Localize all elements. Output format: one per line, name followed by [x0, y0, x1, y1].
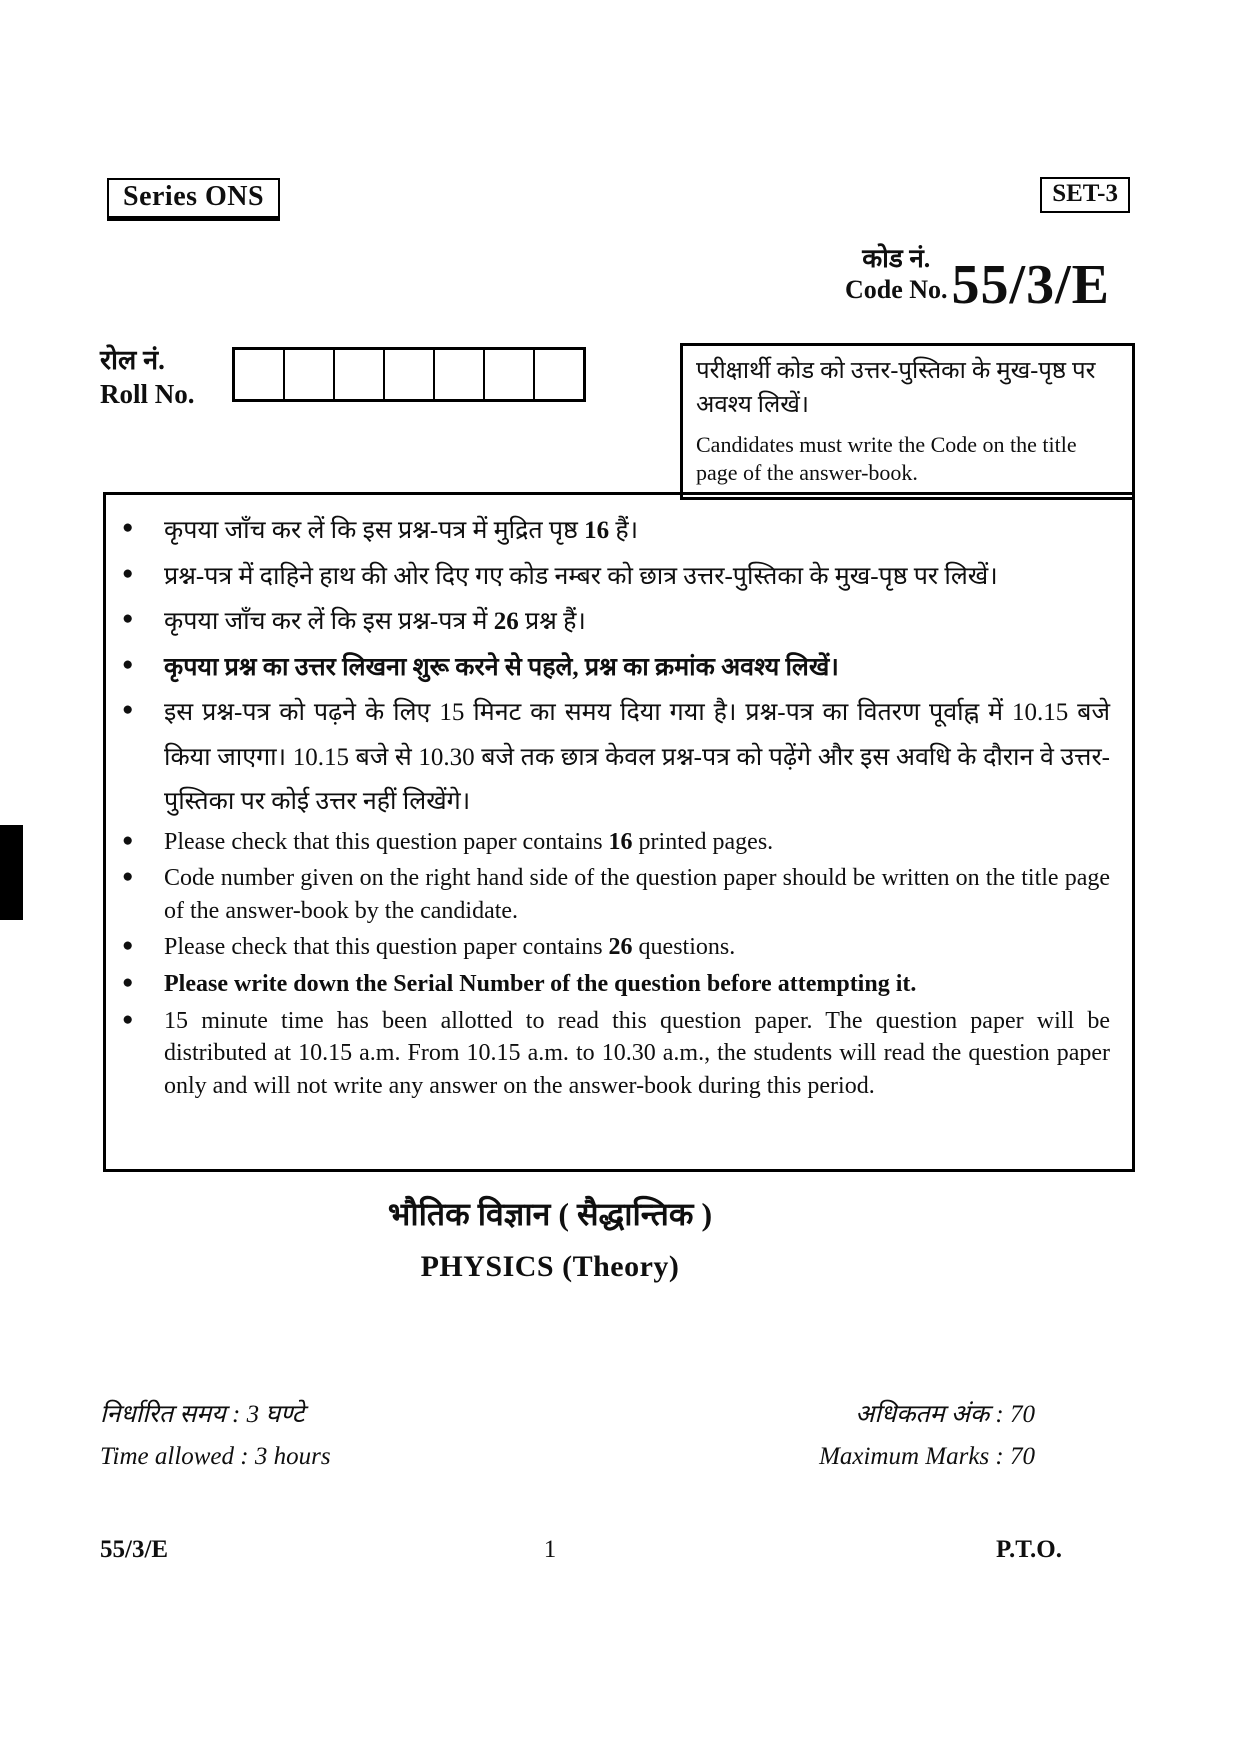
code-notice-english: Candidates must write the Code on the title page of the answer-book.	[696, 432, 1077, 486]
roll-digit-box	[335, 350, 385, 399]
instruction-text: कृपया प्रश्न का उत्तर लिखना शुरू करने से पहले, प्रश्न का क्रमांक अवश्य लिखें।	[164, 653, 839, 681]
instructions-box	[103, 492, 1135, 1172]
roll-digit-box	[385, 350, 435, 399]
footer-pto: P.T.O.	[996, 1536, 1062, 1563]
bullet-icon: ●	[122, 1008, 134, 1030]
code-notice-hindi: परीक्षार्थी कोड को उत्तर-पुस्तिका के मुख-पृष्ठ पर अवश्य लिखें।	[696, 358, 1096, 418]
series-label: Series ONS	[123, 181, 265, 212]
bullet-icon: ●	[122, 972, 134, 993]
footer-page-number: 1	[543, 1536, 557, 1563]
roll-digit-box	[285, 350, 335, 399]
bullet-icon: ●	[122, 517, 134, 538]
code-label-hindi: कोड नं.	[862, 244, 931, 273]
bullet-icon: ●	[122, 562, 134, 584]
instruction-text: Please check that this question paper contains 26 questions.	[164, 934, 736, 961]
meta-row-english	[100, 1443, 1035, 1471]
code-labels	[845, 244, 952, 312]
bullet-icon: ●	[122, 866, 134, 888]
instruction-item	[122, 646, 1110, 691]
footer-code: 55/3/E	[100, 1536, 169, 1563]
time-allowed-hindi: निर्धारित समय : 3 घण्टे	[100, 1401, 305, 1428]
instruction-item	[122, 968, 1110, 1001]
scan-binding-mark	[0, 825, 23, 920]
bullet-icon: ●	[122, 699, 134, 720]
instructions-list	[122, 509, 1110, 1103]
instruction-text: इस प्रश्न-पत्र को पढ़ने के लिए 15 मिनट का समय दिया गया है। प्रश्न-पत्र का वितरण पूर्वाह्न में 10.15 बजे किया जाएगा। 10.15 बजे से 10.30 बजे तक छात्र केवल प्रश्न-पत्र को पढ़ेंगे और इस अवधि के दौरान वे उत्तर-पुस्तिका पर कोई उत्तर नहीं लिखेंगे।	[164, 699, 1110, 815]
instruction-item	[122, 862, 1110, 927]
max-marks-hindi: अधिकतम अंक : 70	[855, 1401, 1035, 1428]
instruction-text: कृपया जाँच कर लें कि इस प्रश्न-पत्र में मुद्रित पृष्ठ 16 हैं।	[164, 517, 639, 544]
roll-digit-box	[435, 350, 485, 399]
roll-digit-box	[235, 350, 285, 399]
bullet-icon: ●	[122, 829, 134, 851]
instruction-text: कृपया जाँच कर लें कि इस प्रश्न-पत्र में 26 प्रश्न हैं।	[164, 608, 586, 635]
code-number-value: 55/3/E	[951, 254, 1110, 317]
series-badge	[107, 178, 280, 221]
instruction-item	[122, 555, 1110, 600]
instruction-text: Please check that this question paper contains 16 printed pages.	[164, 828, 774, 855]
instruction-text: Please write down the Serial Number of the question before attempting it.	[164, 971, 917, 997]
roll-number-grid	[232, 347, 586, 402]
instruction-item	[122, 1005, 1110, 1103]
instruction-text: 15 minute time has been allotted to read this question paper. The question paper will be distributed at 10.15 a.m. From 10.15 a.m. to 10.30 a.m., the students will read the question paper only and will not write any answer on the answer-book during this period.	[164, 1007, 1110, 1099]
set-badge	[1040, 177, 1130, 213]
bullet-icon: ●	[122, 653, 134, 675]
roll-label-block	[100, 344, 195, 412]
roll-label-english: Roll No.	[100, 378, 195, 409]
instruction-text: प्रश्न-पत्र में दाहिने हाथ की ओर दिए गए कोड नम्बर को छात्र उत्तर-पुस्तिका के मुख-पृष्ठ पर लिखें।	[164, 562, 998, 590]
instruction-text: Code number given on the right hand side of the question paper should be written on the title page of the answer-book by the candidate.	[164, 865, 1110, 924]
time-allowed-english: Time allowed : 3 hours	[100, 1443, 331, 1470]
paper-title-hindi: भौतिक विज्ञान ( सैद्धान्तिक )	[387, 1196, 713, 1232]
code-number-block	[844, 244, 1110, 317]
instruction-item	[122, 509, 1110, 554]
roll-digit-box	[485, 350, 535, 399]
max-marks-english: Maximum Marks : 70	[819, 1443, 1035, 1470]
bullet-icon: ●	[122, 608, 134, 629]
bullet-icon: ●	[122, 935, 134, 957]
code-label-english: Code No.	[844, 274, 948, 304]
instruction-item	[122, 691, 1110, 825]
roll-digit-box	[535, 350, 583, 399]
roll-label-hindi: रोल नं.	[100, 345, 165, 375]
paper-title-english: PHYSICS (Theory)	[420, 1250, 680, 1283]
code-notice-box	[680, 343, 1135, 500]
set-label: SET-3	[1052, 180, 1118, 207]
instruction-item	[122, 931, 1110, 964]
instruction-item	[122, 826, 1110, 859]
instruction-item	[122, 600, 1110, 645]
meta-row-hindi	[100, 1396, 1035, 1430]
